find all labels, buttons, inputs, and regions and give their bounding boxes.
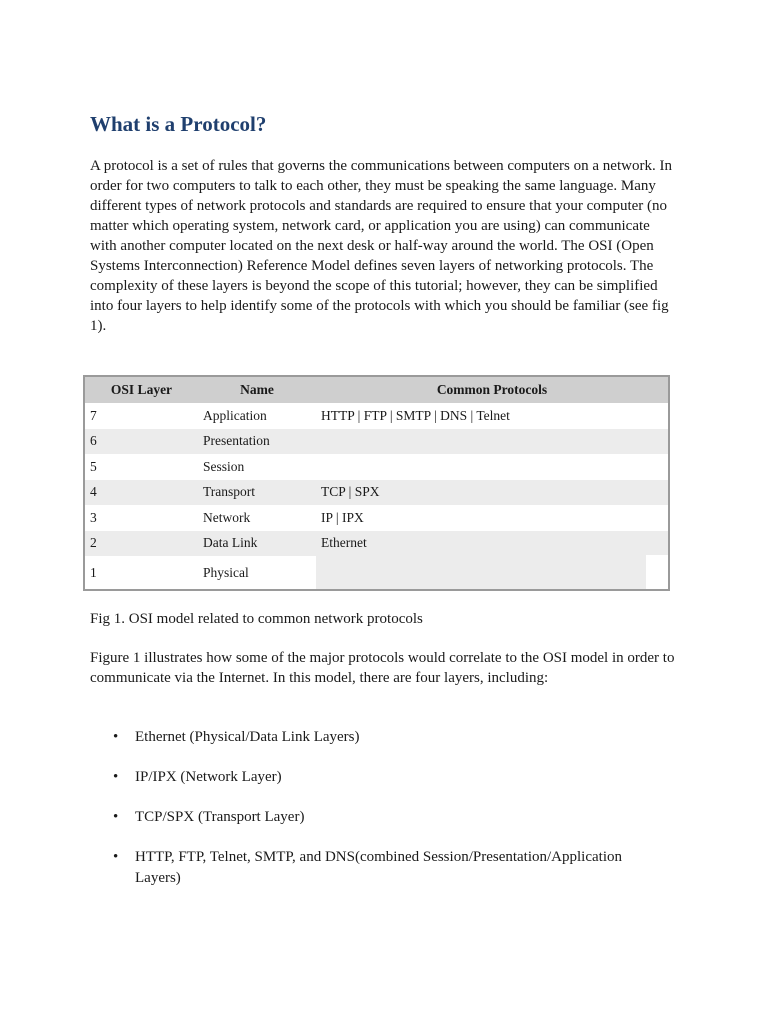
cell-layer-name: Network bbox=[198, 505, 316, 531]
table-row bbox=[84, 505, 669, 531]
cell-layer-number: 5 bbox=[84, 454, 198, 480]
header-name: Name bbox=[198, 376, 316, 403]
cell-protocols bbox=[316, 429, 669, 455]
osi-protocol-table bbox=[83, 375, 670, 591]
page-title: What is a Protocol? bbox=[90, 112, 267, 136]
figure-caption: Fig 1. OSI model related to common network protocols bbox=[90, 611, 423, 627]
table-row bbox=[84, 454, 669, 480]
cell-layer-number: 6 bbox=[84, 429, 198, 455]
cell-layer-name: Data Link bbox=[198, 531, 316, 557]
cell-corner-fill bbox=[646, 555, 668, 589]
cell-layer-number: 2 bbox=[84, 531, 198, 557]
list-item bbox=[90, 767, 650, 788]
list-item bbox=[90, 847, 650, 889]
list-item-text: HTTP, FTP, Telnet, SMTP, and DNS(combined Session/Presentation/Application Layers) bbox=[135, 849, 622, 886]
bullet-icon: • bbox=[113, 729, 119, 745]
table-row bbox=[84, 403, 669, 429]
cell-protocols bbox=[316, 454, 669, 480]
table-row bbox=[84, 531, 669, 557]
header-common-protocols: Common Protocols bbox=[316, 376, 669, 403]
table-header-row bbox=[84, 376, 669, 403]
list-item-text: TCP/SPX (Transport Layer) bbox=[135, 809, 305, 825]
list-item bbox=[90, 727, 650, 748]
cell-protocols-text: Ethernet bbox=[321, 534, 367, 550]
cell-layer-name: Transport bbox=[198, 480, 316, 506]
cell-layer-number: 4 bbox=[84, 480, 198, 506]
bullet-icon: • bbox=[113, 809, 119, 825]
list-item-text: IP/IPX (Network Layer) bbox=[135, 769, 282, 785]
protocol-layer-list bbox=[90, 727, 650, 908]
cell-protocols: IP | IPX bbox=[316, 505, 669, 531]
cell-protocols: TCP | SPX bbox=[316, 480, 669, 506]
cell-layer-number: 3 bbox=[84, 505, 198, 531]
cell-layer-name: Presentation bbox=[198, 429, 316, 455]
list-item-text: Ethernet (Physical/Data Link Layers) bbox=[135, 729, 360, 745]
cell-layer-name: Session bbox=[198, 454, 316, 480]
list-item bbox=[90, 807, 650, 828]
intro-paragraph: A protocol is a set of rules that governs the communications between computers on a network. In order for two computers to talk to each other, they must be speaking the same language. Many different types of network protocols and standards are required to ensure that your computer (no matter which operating system, network card, or application you are using) can communicate with another computer located on the next desk or half-way around the world. The OSI (Open Systems Interconnection) Reference Model defines seven layers of networking protocols. The complexity of these layers is beyond the scope of this tutorial; however, they can be simplified into four layers to help identify some of the protocols with which you should be familiar (see fig 1). bbox=[90, 158, 672, 334]
cell-layer-name: Physical bbox=[198, 556, 316, 590]
table-row bbox=[84, 480, 669, 506]
header-osi-layer: OSI Layer bbox=[84, 376, 198, 403]
cell-layer-number: 7 bbox=[84, 403, 198, 429]
cell-layer-name: Application bbox=[198, 403, 316, 429]
table-row bbox=[84, 429, 669, 455]
cell-layer-number: 1 bbox=[84, 556, 198, 590]
bullet-icon: • bbox=[113, 849, 119, 865]
explanation-paragraph: Figure 1 illustrates how some of the major protocols would correlate to the OSI model in order to communicate via the Internet. In this model, there are four layers, including: bbox=[90, 650, 675, 686]
cell-protocols-merged bbox=[316, 531, 669, 591]
cell-protocols: HTTP | FTP | SMTP | DNS | Telnet bbox=[316, 403, 669, 429]
bullet-icon: • bbox=[113, 769, 119, 785]
